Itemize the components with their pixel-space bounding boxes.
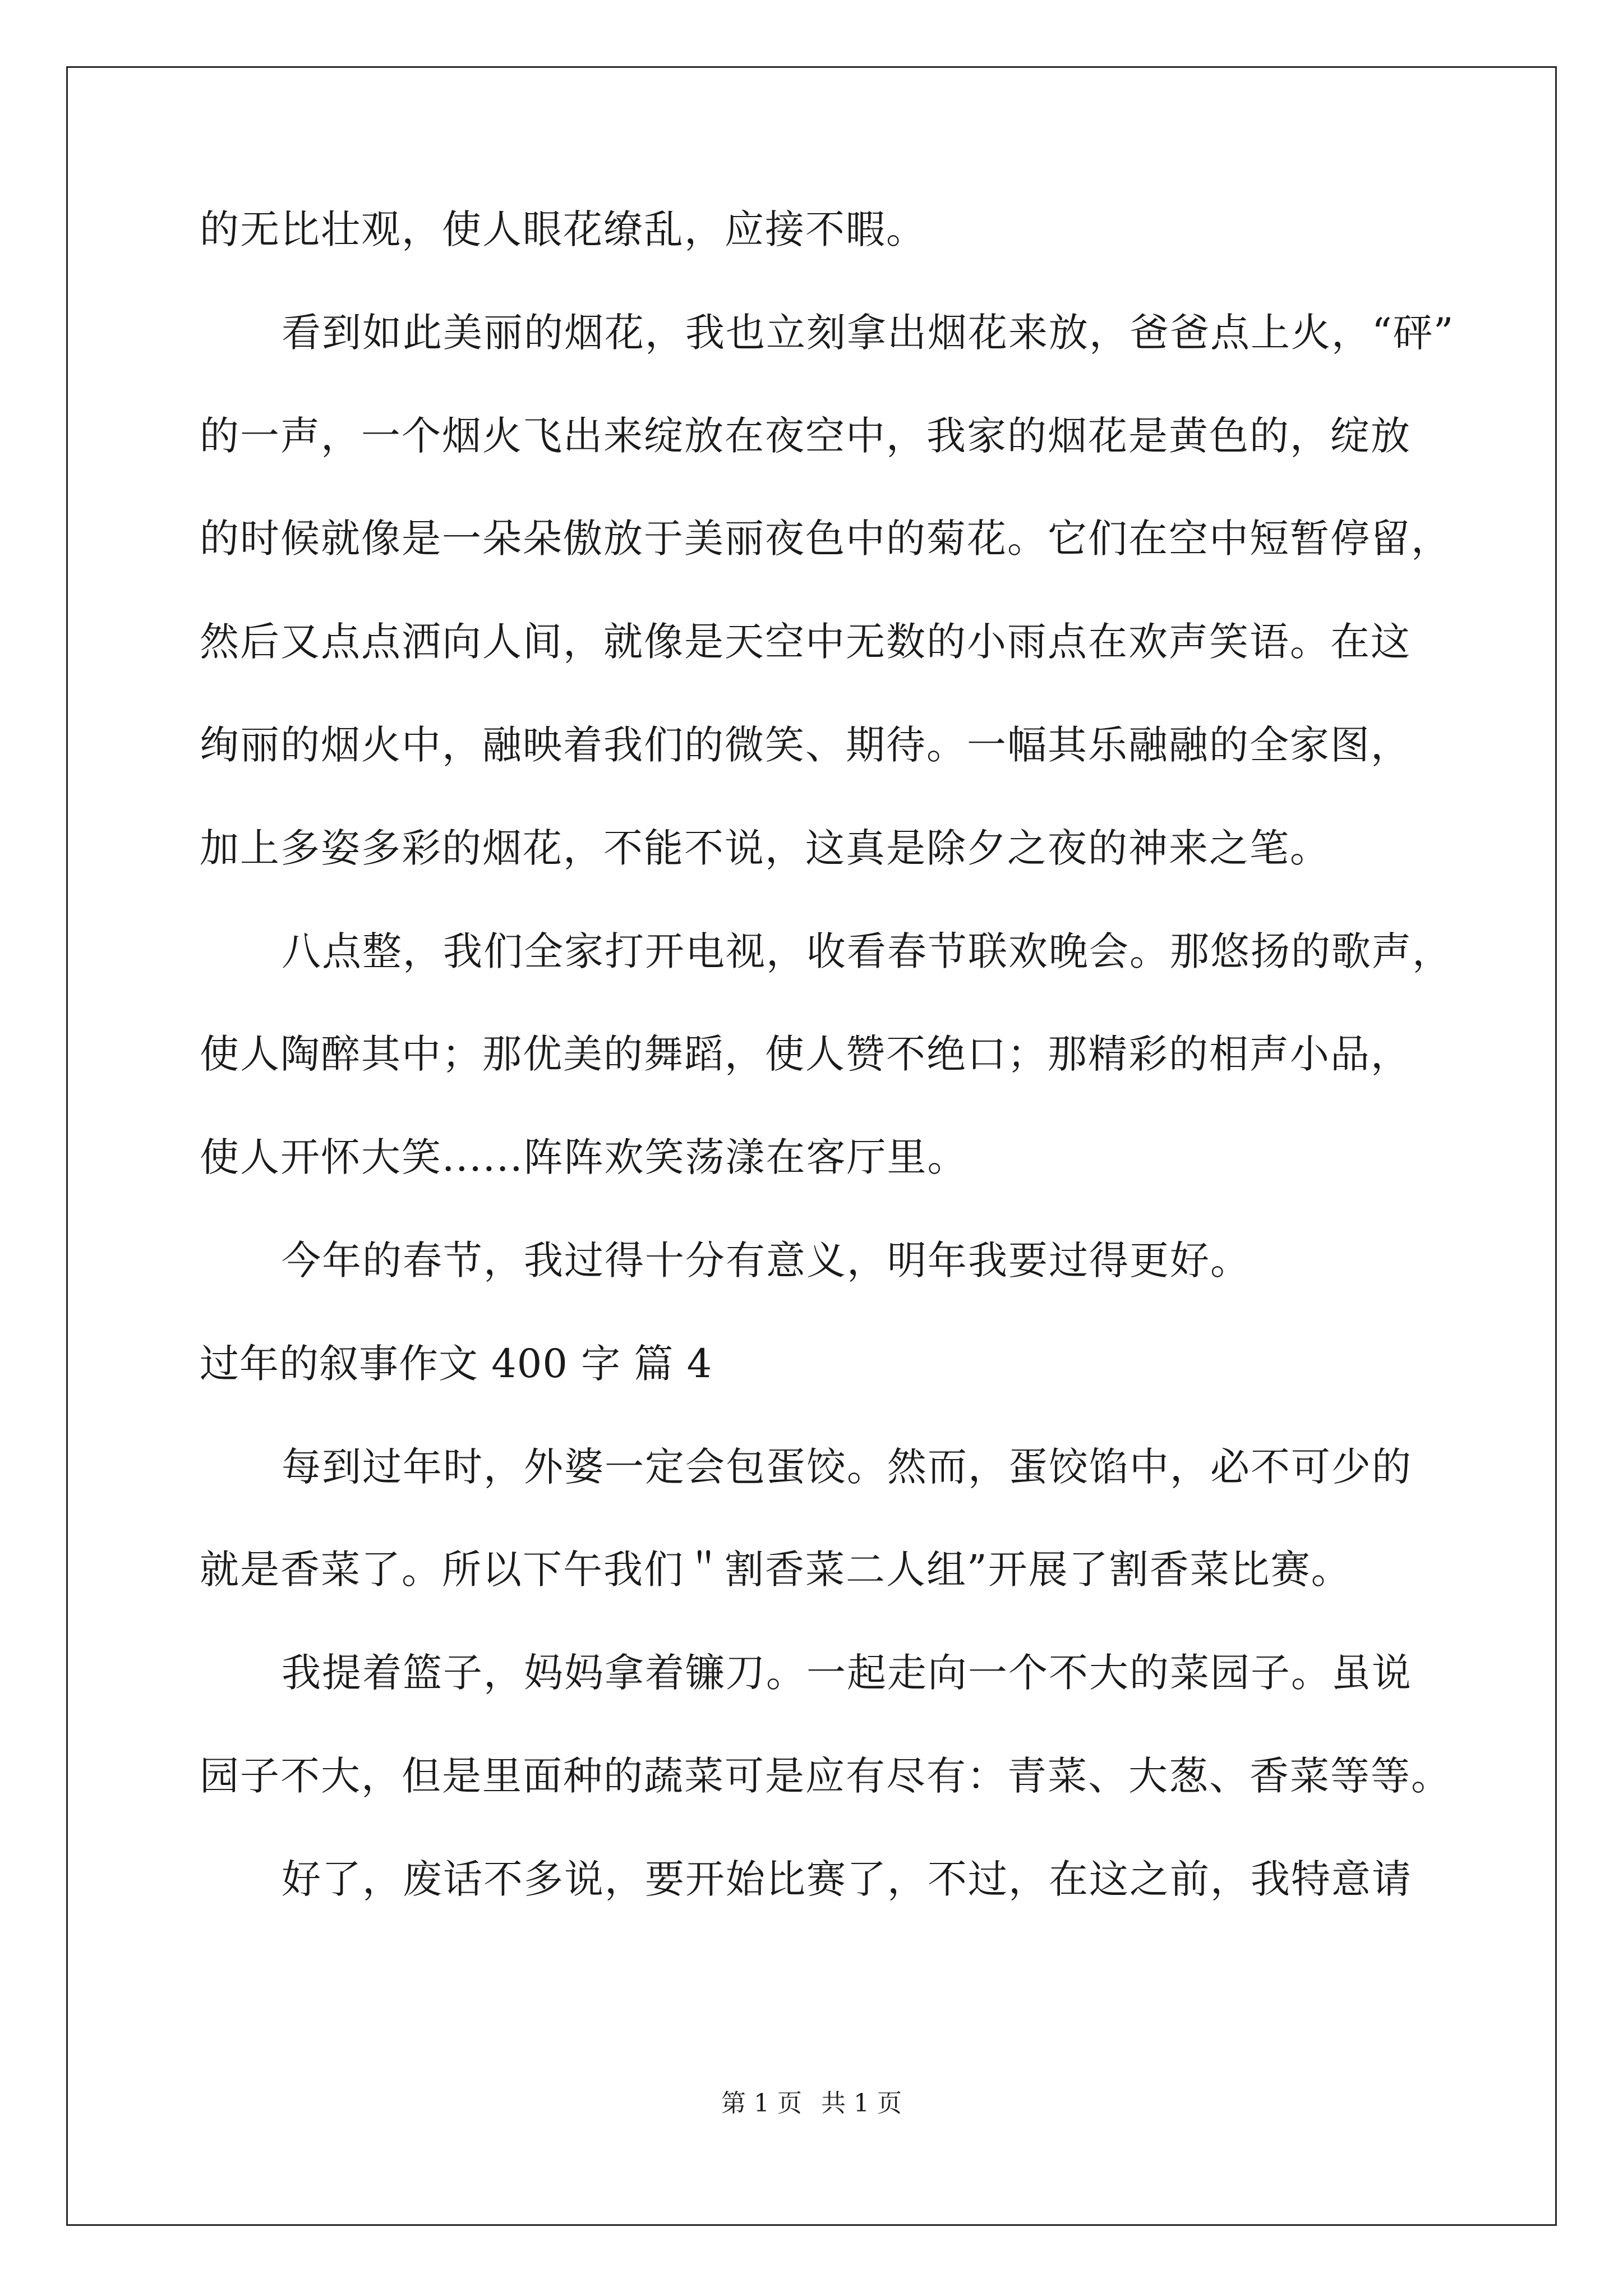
text-line: 每到过年时，外婆一定会包蛋饺。然而，蛋饺馅中，必不可少的 [282, 1443, 1412, 1490]
text-line: 的无比壮观，使人眼花缭乱，应接不暇。 [200, 206, 926, 252]
section-heading: 过年的叙事作文 400 字 篇 4 [200, 1340, 713, 1387]
text-line: 八点整，我们全家打开电视，收看春节联欢晚会。那悠扬的歌声， [282, 928, 1453, 974]
document-body [200, 202, 1455, 1955]
page-total: 共 1 页 [821, 2089, 902, 2118]
text-line: 的时候就像是一朵朵傲放于美丽夜色中的菊花。它们在空中短暂停留， [200, 516, 1451, 562]
text-line: 看到如此美丽的烟花，我也立刻拿出烟花来放，爸爸点上火，“砰” [282, 309, 1455, 356]
text-line: 好了，废话不多说，要开始比赛了，不过，在这之前，我特意请 [282, 1856, 1412, 1902]
text-line: 加上多姿多彩的烟花，不能不说，这真是除夕之夜的神来之笔。 [200, 825, 1330, 871]
text-line: 绚丽的烟火中，融映着我们的微笑、期待。一幅其乐融融的全家图， [200, 721, 1411, 768]
text-line: 我提着篮子，妈妈拿着镰刀。一起走向一个不大的菜园子。虽说 [282, 1650, 1412, 1696]
page-footer [0, 2087, 1623, 2120]
text-line: 今年的春节，我过得十分有意义，明年我要过得更好。 [282, 1237, 1251, 1283]
page-number: 第 1 页 [721, 2089, 802, 2118]
text-line: 就是香菜了。所以下午我们＂割香菜二人组”开展了割香菜比赛。 [200, 1547, 1352, 1593]
text-line: 然后又点点洒向人间，就像是天空中无数的小雨点在欢声笑语。在这 [200, 619, 1411, 665]
text-line: 的一声，一个烟火飞出来绽放在夜空中，我家的烟花是黄色的，绽放 [200, 412, 1411, 459]
text-line: 使人陶醉其中；那优美的舞蹈，使人赞不绝口；那精彩的相声小品， [200, 1031, 1411, 1078]
text-line: 使人开怀大笑......阵阵欢笑荡漾在客厅里。 [200, 1134, 968, 1181]
text-line: 园子不大，但是里面种的蔬菜可是应有尽有：青菜、大葱、香菜等等。 [200, 1752, 1451, 1799]
